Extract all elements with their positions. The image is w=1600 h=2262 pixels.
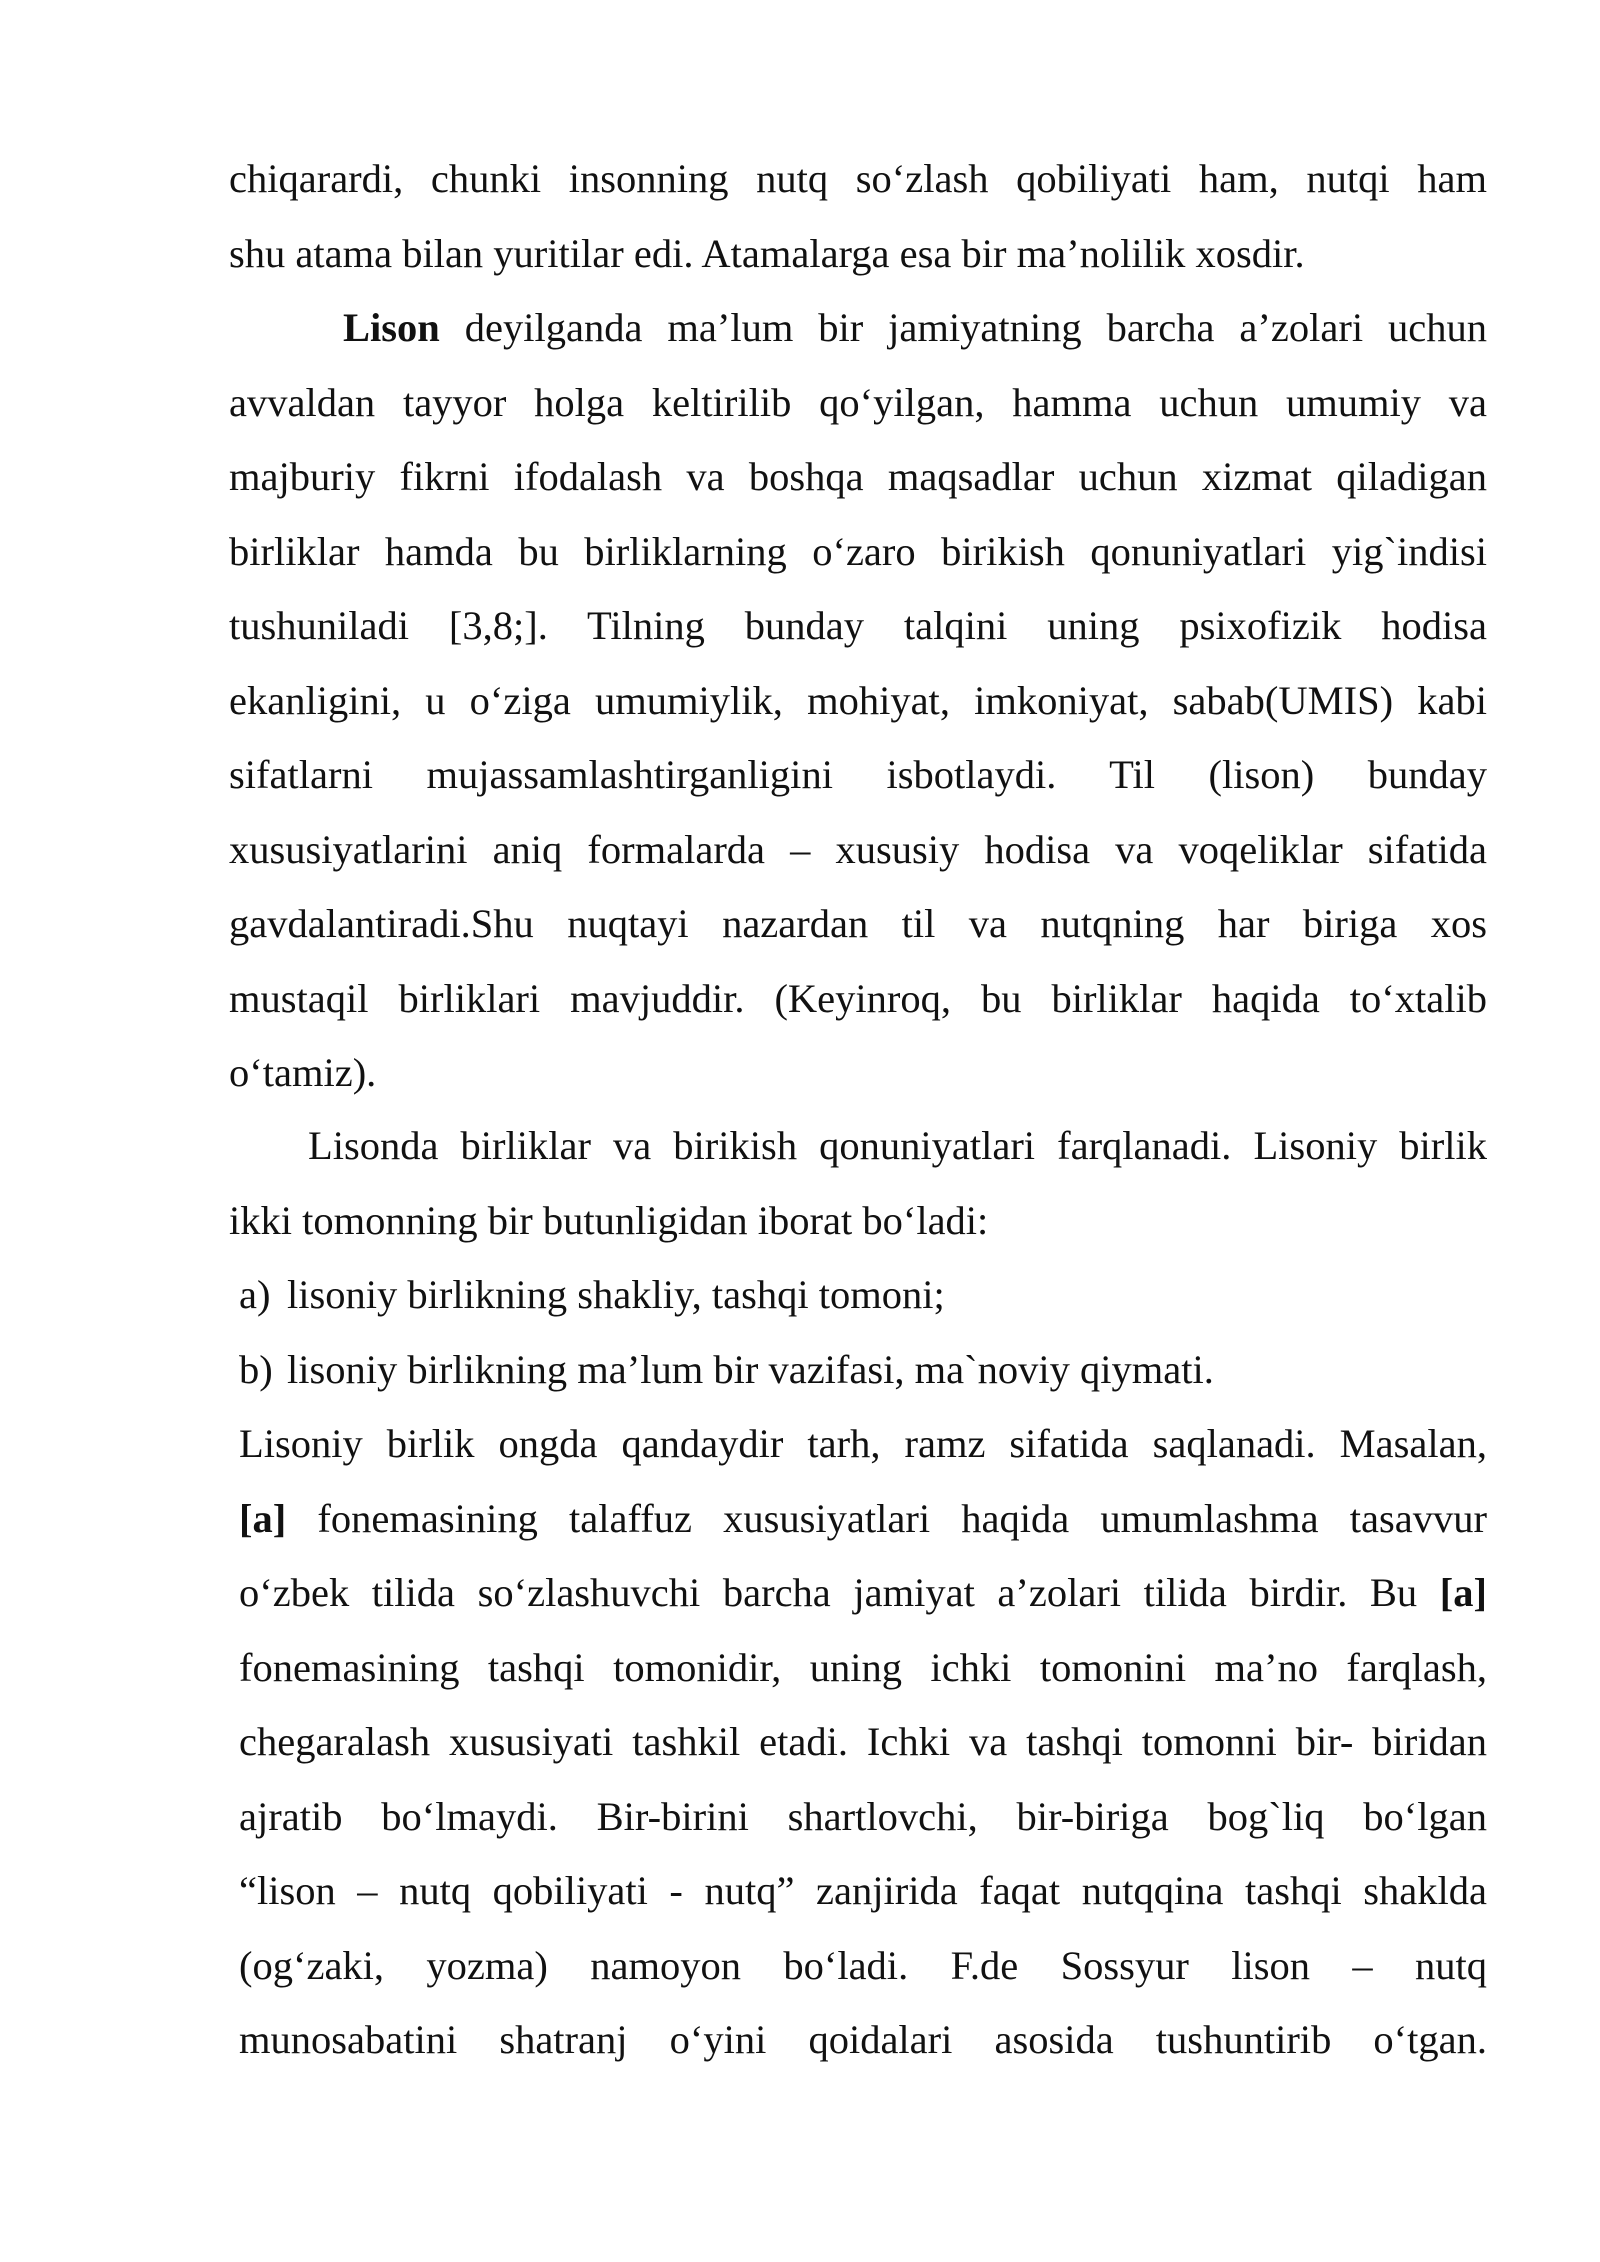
text-line: xususiyatlarini aniq formalarda – xususiy hodisa va voqeliklar sifatida [229, 826, 1487, 872]
text-line: fonemasining tashqi tomonidir, uning ichki tomonini ma’no farqlash, [239, 1644, 1487, 1690]
text-line: chegaralash xususiyati tashkil etadi. Ichki va tashqi tomonni bir- biridan [239, 1719, 1487, 1764]
list-item [239, 1258, 1487, 1333]
text-line: o‘tamiz). [229, 1050, 377, 1095]
text-line: (og‘zaki, yozma) namoyon bo‘ladi. F.de Sossyur lison – nutq [239, 1942, 1487, 1988]
text-line: tushuniladi [3,8;]. Tilning bunday talqini uning psixofizik hodisa [229, 603, 1487, 648]
text-fragment: o‘zbek tilida so‘zlashuvchi barcha jamiyat a’zolari tilida birdir. Bu [239, 1570, 1440, 1615]
text-line: “lison – nutq qobiliyati - nutq” zanjirida faqat nutqqina tashqi shaklda [239, 1868, 1487, 1913]
text-fragment: fonemasining talaffuz xususiyatlari haqida umumlashma tasavvur [286, 1495, 1487, 1541]
text-line: majburiy fikrni ifodalash va boshqa maqsadlar uchun xizmat qiladigan [229, 454, 1487, 499]
text-line: chiqarardi, chunki insonning nutq so‘zlash qobiliyati ham, nutqi ham [229, 156, 1487, 201]
phoneme-a: [a] [239, 1495, 287, 1541]
text-line [239, 1556, 1487, 1631]
text-line [239, 1482, 1487, 1557]
text-line: sifatlarni mujassamlashtirganligini isbotlaydi. Til (lison) bunday [229, 752, 1487, 797]
text-line: shu atama bilan yuritilar edi. Atamalarga esa bir ma’nolilik xosdir. [229, 230, 1305, 276]
list-marker: a) [239, 1272, 271, 1317]
text-line: birliklar hamda bu birliklarning o‘zaro birikish qonuniyatlari yig`indisi [229, 528, 1487, 574]
list-item [239, 1333, 1487, 1408]
list-item-text: lisoniy birlikning ma’lum bir vazifasi, ma`noviy qiymati. [287, 1347, 1214, 1392]
list-marker: b) [239, 1347, 273, 1392]
text-line: Lisonda birliklar va birikish qonuniyatlari farqlanadi. Lisoniy birlik [308, 1123, 1487, 1168]
text-line: ikki tomonning bir butunligidan iborat bo‘ladi: [229, 1197, 989, 1243]
text-line: munosabatini shatranj o‘yini qoidalari asosida tushuntirib o‘tgan. [239, 2017, 1487, 2062]
paragraph-lison-definition [229, 291, 1487, 1111]
phoneme-a: [a] [1439, 1570, 1487, 1615]
paragraph-1 [229, 142, 1487, 291]
text-line [229, 291, 1487, 366]
term-lison: Lison [343, 305, 440, 350]
text-line: avvaldan tayyor holga keltirilib qo‘yilgan, hamma uchun umumiy va [229, 379, 1487, 425]
paragraph-3 [229, 1109, 1487, 1258]
text-line: Lisoniy birlik ongda qandaydir tarh, ramz sifatida saqlanadi. Masalan, [239, 1421, 1487, 1466]
paragraph-4 [239, 1407, 1487, 2078]
text-line: ajratib bo‘lmaydi. Bir-birini shartlovchi, bir-biriga bog`liq bo‘lgan [239, 1793, 1487, 1839]
text-line: ekanligini, u o‘ziga umumiylik, mohiyat, imkoniyat, sabab(UMIS) kabi [229, 677, 1487, 723]
list-item-text: lisoniy birlikning shakliy, tashqi tomoni; [287, 1272, 945, 1317]
text-fragment: deyilganda ma’lum bir jamiyatning barcha a’zolari uchun [439, 305, 1487, 350]
text-line: gavdalantiradi.Shu nuqtayi nazardan til va nutqning har biriga xos [229, 901, 1487, 946]
text-line: mustaqil birliklari mavjuddir. (Keyinroq, bu birliklar haqida to‘xtalib [229, 975, 1487, 1021]
